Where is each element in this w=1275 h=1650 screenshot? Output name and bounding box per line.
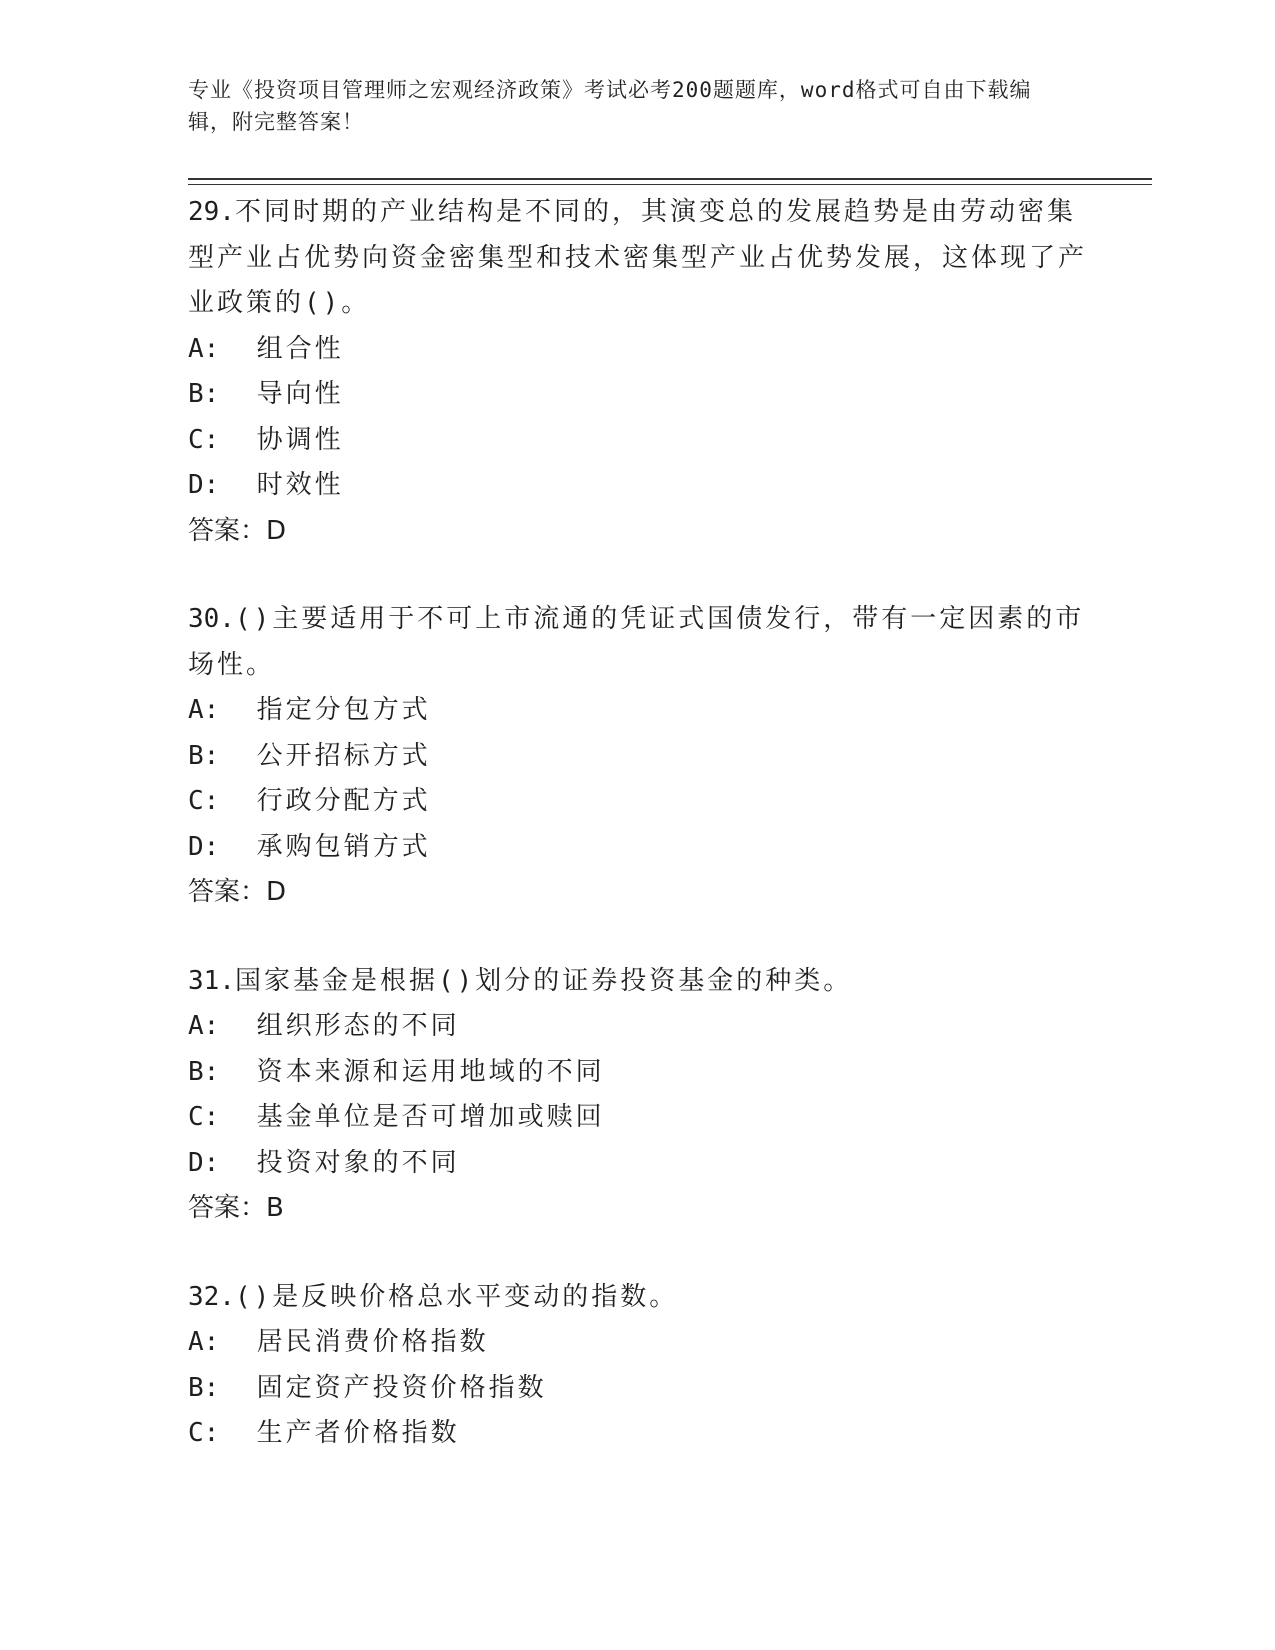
option-text: 指定分包方式 bbox=[256, 695, 431, 725]
option-text: 生产者价格指数 bbox=[256, 1418, 460, 1448]
answer-key: 答案：D bbox=[188, 877, 287, 907]
option-label: C: bbox=[188, 1102, 220, 1132]
option-gap bbox=[219, 1102, 256, 1132]
question-number: 29. bbox=[188, 197, 235, 227]
question-number: 32. bbox=[188, 1281, 235, 1312]
answer-option bbox=[188, 1366, 1088, 1412]
option-gap bbox=[219, 1057, 256, 1087]
option-text: 居民消费价格指数 bbox=[256, 1327, 489, 1357]
option-gap bbox=[219, 1011, 256, 1041]
option-text: 固定资产投资价格指数 bbox=[256, 1372, 547, 1403]
option-text: 公开招标方式 bbox=[256, 740, 431, 771]
question-body: ()是反映价格总水平变动的指数。 bbox=[234, 1281, 679, 1312]
option-gap bbox=[219, 1418, 256, 1448]
option-text: 行政分配方式 bbox=[256, 786, 431, 816]
option-label: B: bbox=[188, 740, 220, 771]
question-number: 30. bbox=[188, 604, 235, 634]
answer-key: 答案：D bbox=[188, 515, 287, 546]
answer-option bbox=[188, 1095, 1088, 1141]
option-text: 承购包销方式 bbox=[256, 831, 431, 862]
option-label: D: bbox=[188, 1147, 220, 1178]
question-list bbox=[188, 190, 1088, 1500]
question-block bbox=[188, 597, 1088, 916]
option-gap bbox=[219, 1148, 256, 1178]
question-body: 国家基金是根据()划分的证券投资基金的种类。 bbox=[234, 965, 853, 996]
answer-option bbox=[188, 463, 1088, 509]
answer-option bbox=[188, 418, 1088, 464]
option-label: A: bbox=[188, 1011, 220, 1041]
option-gap bbox=[219, 1373, 256, 1403]
answer-option bbox=[188, 1141, 1088, 1187]
option-gap bbox=[219, 1327, 256, 1357]
answer-key: 答案：B bbox=[188, 1193, 284, 1223]
option-gap bbox=[219, 470, 256, 500]
answer-option bbox=[188, 1411, 1088, 1457]
answer-option bbox=[188, 825, 1088, 871]
option-label: A: bbox=[188, 333, 220, 364]
option-label: D: bbox=[188, 831, 220, 862]
option-label: B: bbox=[188, 1056, 220, 1087]
option-text: 协调性 bbox=[256, 424, 344, 455]
option-gap bbox=[219, 379, 256, 409]
answer-option bbox=[188, 1050, 1088, 1096]
question-text bbox=[188, 597, 1088, 688]
answer-option bbox=[188, 327, 1088, 373]
option-text: 基金单位是否可增加或赎回 bbox=[256, 1102, 605, 1132]
question-text bbox=[188, 959, 1088, 1005]
answer-option bbox=[188, 1004, 1088, 1050]
option-gap bbox=[219, 741, 256, 771]
option-text: 投资对象的不同 bbox=[256, 1147, 460, 1178]
question-block bbox=[188, 190, 1088, 554]
page-header: 专业《投资项目管理师之宏观经济政策》考试必考200题题库，word格式可自由下载编辑，附完整答案！ bbox=[188, 78, 1032, 134]
option-label: A: bbox=[188, 695, 220, 725]
option-gap bbox=[219, 425, 256, 455]
option-label: C: bbox=[188, 424, 220, 455]
question-number: 31. bbox=[188, 965, 235, 996]
option-label: D: bbox=[188, 470, 220, 500]
option-gap bbox=[219, 786, 256, 816]
option-label: C: bbox=[188, 786, 220, 816]
option-text: 组织形态的不同 bbox=[256, 1011, 460, 1041]
question-body: ()主要适用于不可上市流通的凭证式国债发行，带有一定因素的市场性。 bbox=[188, 604, 1085, 680]
question-text bbox=[188, 190, 1088, 327]
question-body: 不同时期的产业结构是不同的，其演变总的发展趋势是由劳动密集型产业占优势向资金密集型和技术密集型产业占优势发展，这体现了产业政策的()。 bbox=[188, 197, 1088, 318]
option-gap bbox=[219, 334, 256, 364]
answer-option bbox=[188, 734, 1088, 780]
answer-option bbox=[188, 779, 1088, 825]
question-block bbox=[188, 1275, 1088, 1457]
option-label: A: bbox=[188, 1327, 220, 1357]
answer-option bbox=[188, 688, 1088, 734]
question-block bbox=[188, 959, 1088, 1232]
option-text: 资本来源和运用地域的不同 bbox=[256, 1056, 605, 1087]
answer-option bbox=[188, 1320, 1088, 1366]
option-gap bbox=[219, 695, 256, 725]
question-text bbox=[188, 1275, 1088, 1321]
option-label: C: bbox=[188, 1418, 220, 1448]
answer-option bbox=[188, 372, 1088, 418]
header-rule-thin bbox=[188, 184, 1152, 185]
header-rule-thick bbox=[188, 178, 1152, 180]
option-text: 导向性 bbox=[256, 379, 344, 409]
option-label: B: bbox=[188, 1372, 220, 1403]
option-gap bbox=[219, 832, 256, 862]
option-text: 组合性 bbox=[256, 333, 344, 364]
option-text: 时效性 bbox=[256, 470, 344, 500]
option-label: B: bbox=[188, 379, 220, 409]
